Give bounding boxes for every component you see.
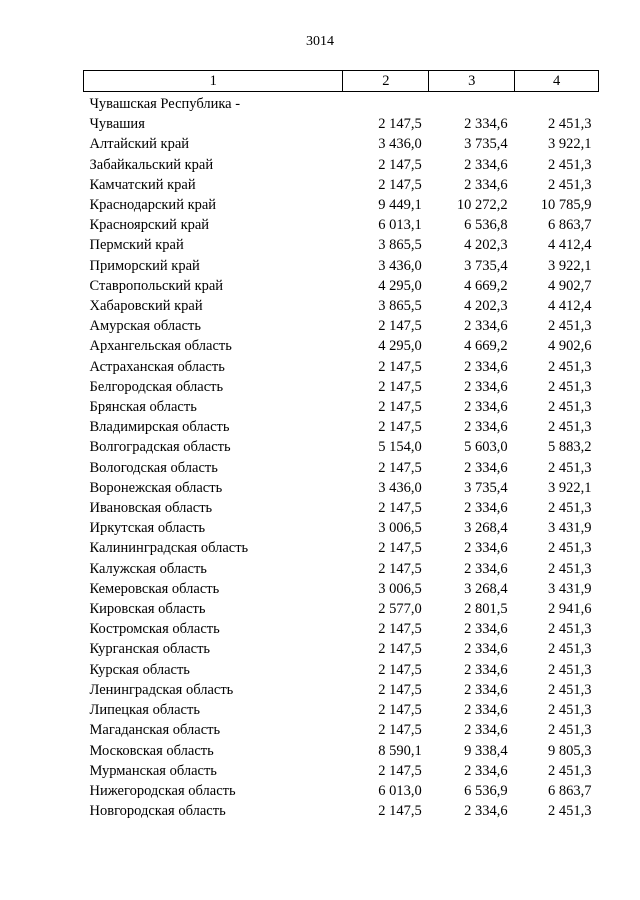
value-col3-cell: 6 536,9: [464, 782, 508, 799]
value-col2-cell: [343, 92, 429, 115]
region-name-cell: Курганская область: [89, 641, 211, 658]
value-col2-cell: 2 147,5: [378, 156, 422, 173]
table-row: [84, 437, 599, 457]
value-col3-cell: 4 669,2: [464, 277, 508, 294]
header-row: [84, 71, 599, 92]
region-name-cell: Мурманская область: [89, 762, 217, 779]
region-name-cell: Костромская область: [89, 621, 220, 638]
table-row: [84, 175, 599, 195]
value-col4-cell: [515, 92, 599, 115]
value-col4-cell: 3 431,9: [548, 520, 592, 537]
value-col4-cell: 2 451,3: [548, 560, 592, 577]
table-row: [84, 215, 599, 235]
table-row: [84, 518, 599, 538]
value-col2-cell: 6 013,0: [378, 782, 422, 799]
table-row: [84, 680, 599, 700]
table-body: [84, 92, 599, 822]
value-col3-cell: 3 268,4: [464, 520, 508, 537]
value-col2-cell: 2 147,5: [378, 641, 422, 658]
value-col4-cell: 2 451,3: [548, 621, 592, 638]
value-col4-cell: 2 451,3: [548, 156, 592, 173]
table-row: [84, 579, 599, 599]
value-col3-cell: 2 334,6: [464, 560, 508, 577]
table-row: [84, 660, 599, 680]
value-col3-cell: 4 669,2: [464, 338, 508, 355]
value-col2-cell: 2 147,5: [378, 722, 422, 739]
value-col4-cell: 2 451,3: [548, 540, 592, 557]
region-name-cell: Московская область: [89, 742, 214, 759]
region-name-cell: Воронежская область: [89, 479, 223, 496]
value-col3-cell: 2 334,6: [464, 641, 508, 658]
value-col4-cell: 2 451,3: [548, 803, 592, 820]
table-row: [84, 417, 599, 437]
value-col4-cell: 3 431,9: [548, 580, 592, 597]
column-header-4: 4: [515, 71, 599, 92]
value-col2-cell: 3 436,0: [378, 136, 422, 153]
table-row: [84, 458, 599, 478]
value-col4-cell: 4 902,6: [548, 338, 592, 355]
table-row: [84, 478, 599, 498]
value-col2-cell: 2 147,5: [378, 661, 422, 678]
value-col3-cell: 2 334,6: [464, 621, 508, 638]
value-col4-cell: 2 451,3: [548, 722, 592, 739]
value-col2-cell: 3 436,0: [378, 257, 422, 274]
table-row: [84, 357, 599, 377]
column-header-3: 3: [429, 71, 515, 92]
region-name-cell: Астраханская область: [89, 358, 225, 375]
value-col4-cell: 2 451,3: [548, 399, 592, 416]
value-col2-cell: 2 147,5: [378, 560, 422, 577]
region-name-cell: Нижегородская область: [89, 782, 236, 799]
region-name-cell: Магаданская область: [89, 722, 221, 739]
value-col4-cell: 2 451,3: [548, 762, 592, 779]
value-col3-cell: 9 338,4: [464, 742, 508, 759]
region-name-cell: Иркутская область: [89, 520, 206, 537]
value-col4-cell: 2 451,3: [548, 702, 592, 719]
region-name-cell: Волгоградская область: [89, 439, 231, 456]
value-col2-cell: 2 147,5: [378, 500, 422, 517]
table-row: [84, 296, 599, 316]
value-col2-cell: 2 577,0: [378, 601, 422, 618]
value-col3-cell: 2 334,6: [464, 803, 508, 820]
value-col3-cell: 3 735,4: [464, 479, 508, 496]
table-row: [84, 316, 599, 336]
region-name-cell: Алтайский край: [89, 136, 190, 153]
value-col3-cell: 2 334,6: [464, 419, 508, 436]
value-col4-cell: 9 805,3: [548, 742, 592, 759]
page-number: 3014: [306, 34, 334, 49]
value-col2-cell: 2 147,5: [378, 176, 422, 193]
table-row: [84, 134, 599, 154]
table-row: [84, 781, 599, 801]
value-col2-cell: 2 147,5: [378, 318, 422, 335]
value-col3-cell: 2 334,6: [464, 661, 508, 678]
value-col3-cell: 4 202,3: [464, 237, 508, 254]
value-col4-cell: 6 863,7: [548, 782, 592, 799]
value-col4-cell: 2 451,3: [548, 641, 592, 658]
value-col2-cell: 3 436,0: [378, 479, 422, 496]
value-col2-cell: 2 147,5: [378, 116, 422, 133]
value-col3-cell: 10 272,2: [456, 197, 508, 214]
value-col3-cell: 6 536,8: [464, 217, 508, 234]
value-col2-cell: 3 006,5: [378, 580, 422, 597]
value-col4-cell: 2 941,6: [548, 601, 592, 618]
value-col4-cell: 3 922,1: [548, 479, 592, 496]
value-col2-cell: 2 147,5: [378, 621, 422, 638]
region-name-cell: Забайкальский край: [89, 156, 214, 173]
value-col3-cell: [429, 92, 515, 115]
value-col4-cell: 2 451,3: [548, 459, 592, 476]
column-header-2: 2: [343, 71, 429, 92]
table-row: [84, 114, 599, 134]
value-col4-cell: 2 451,3: [548, 681, 592, 698]
value-col4-cell: 4 902,7: [548, 277, 592, 294]
table-row: [84, 256, 599, 276]
table-row: [84, 700, 599, 720]
value-col2-cell: 2 147,5: [378, 762, 422, 779]
value-col2-cell: 2 147,5: [378, 702, 422, 719]
table-row: [84, 155, 599, 175]
column-header-1: 1: [84, 71, 343, 92]
value-col4-cell: 2 451,3: [548, 318, 592, 335]
value-col2-cell: 3 865,5: [378, 298, 422, 315]
value-col3-cell: 2 801,5: [464, 601, 508, 618]
region-name-cell: Хабаровский край: [89, 298, 203, 315]
region-name-cell: Ивановская область: [89, 500, 213, 517]
table-row: [84, 235, 599, 255]
value-col2-cell: 8 590,1: [378, 742, 422, 759]
value-col4-cell: 2 451,3: [548, 116, 592, 133]
value-col2-cell: 2 147,5: [378, 459, 422, 476]
region-name-cell: Красноярский край: [89, 217, 210, 234]
value-col2-cell: 2 147,5: [378, 378, 422, 395]
value-col2-cell: 2 147,5: [378, 399, 422, 416]
table-row: [84, 397, 599, 417]
table-row: [84, 761, 599, 781]
table-row: [84, 195, 599, 215]
value-col3-cell: 2 334,6: [464, 762, 508, 779]
region-name-cell: Ленинградская область: [89, 681, 234, 698]
value-col2-cell: 2 147,5: [378, 540, 422, 557]
table-row: [84, 639, 599, 659]
value-col2-cell: 2 147,5: [378, 681, 422, 698]
value-col4-cell: 3 922,1: [548, 257, 592, 274]
value-col4-cell: 4 412,4: [548, 298, 592, 315]
region-name-cell: Камчатский край: [89, 176, 196, 193]
table-row: [84, 276, 599, 296]
value-col3-cell: 2 334,6: [464, 116, 508, 133]
value-col4-cell: 2 451,3: [548, 500, 592, 517]
value-col4-cell: 2 451,3: [548, 358, 592, 375]
value-col3-cell: 2 334,6: [464, 681, 508, 698]
table-row: [84, 498, 599, 518]
region-name-cell: Приморский край: [89, 257, 200, 274]
table-row: [84, 559, 599, 579]
value-col4-cell: 2 451,3: [548, 378, 592, 395]
table-row: [84, 619, 599, 639]
value-col2-cell: 4 295,0: [378, 338, 422, 355]
region-name-cell: Белгородская область: [89, 378, 224, 395]
value-col2-cell: 2 147,5: [378, 358, 422, 375]
value-col3-cell: 2 334,6: [464, 318, 508, 335]
value-col4-cell: 2 451,3: [548, 176, 592, 193]
value-col4-cell: 2 451,3: [548, 419, 592, 436]
value-col3-cell: 2 334,6: [464, 156, 508, 173]
table-row: [84, 720, 599, 740]
value-col2-cell: 3 006,5: [378, 520, 422, 537]
region-name-cell: Кировская область: [89, 601, 206, 618]
region-name-cell: Краснодарский край: [89, 197, 217, 214]
value-col3-cell: 2 334,6: [464, 500, 508, 517]
value-col4-cell: 4 412,4: [548, 237, 592, 254]
value-col3-cell: 2 334,6: [464, 378, 508, 395]
value-col3-cell: 2 334,6: [464, 722, 508, 739]
table-row: [84, 377, 599, 397]
value-col2-cell: 9 449,1: [378, 197, 422, 214]
region-name-cell: Липецкая область: [89, 702, 200, 719]
value-col3-cell: 3 268,4: [464, 580, 508, 597]
region-name-cell: Владимирская область: [89, 419, 230, 436]
value-col4-cell: 5 883,2: [548, 439, 592, 456]
value-col3-cell: 2 334,6: [464, 702, 508, 719]
value-col4-cell: 3 922,1: [548, 136, 592, 153]
value-col2-cell: 6 013,1: [378, 217, 422, 234]
region-name-cell: Ставропольский край: [89, 277, 224, 294]
value-col2-cell: 2 147,5: [378, 419, 422, 436]
region-name-cell: Амурская область: [89, 318, 201, 335]
table-row: [84, 92, 599, 115]
region-name-cell: Новгородская область: [89, 803, 226, 820]
table-row: [84, 801, 599, 821]
data-table: [83, 70, 599, 821]
value-col3-cell: 2 334,6: [464, 176, 508, 193]
value-col2-cell: 3 865,5: [378, 237, 422, 254]
region-name-cell: Чувашская Республика -: [89, 96, 241, 112]
table-row: [84, 538, 599, 558]
value-col3-cell: 2 334,6: [464, 399, 508, 416]
region-name-cell: Кемеровская область: [89, 580, 220, 597]
value-col3-cell: 2 334,6: [464, 459, 508, 476]
value-col2-cell: 2 147,5: [378, 803, 422, 820]
value-col3-cell: 4 202,3: [464, 298, 508, 315]
value-col2-cell: 5 154,0: [378, 439, 422, 456]
value-col4-cell: 6 863,7: [548, 217, 592, 234]
value-col2-cell: 4 295,0: [378, 277, 422, 294]
value-col3-cell: 2 334,6: [464, 358, 508, 375]
region-name-cell: Калужская область: [89, 560, 207, 577]
table-row: [84, 741, 599, 761]
region-name-cell: Архангельская область: [89, 338, 232, 355]
value-col4-cell: 10 785,9: [540, 197, 592, 214]
value-col3-cell: 3 735,4: [464, 257, 508, 274]
region-name-cell: Чувашия: [89, 116, 145, 133]
table-row: [84, 599, 599, 619]
value-col3-cell: 5 603,0: [464, 439, 508, 456]
region-name-cell: Калининградская область: [89, 540, 249, 557]
region-name-cell: Вологодская область: [89, 459, 218, 476]
region-name-cell: Курская область: [89, 661, 190, 678]
value-col3-cell: 3 735,4: [464, 136, 508, 153]
value-col3-cell: 2 334,6: [464, 540, 508, 557]
region-name-cell: Брянская область: [89, 399, 197, 416]
value-col4-cell: 2 451,3: [548, 661, 592, 678]
region-name-cell: Пермский край: [89, 237, 184, 254]
table-row: [84, 336, 599, 356]
